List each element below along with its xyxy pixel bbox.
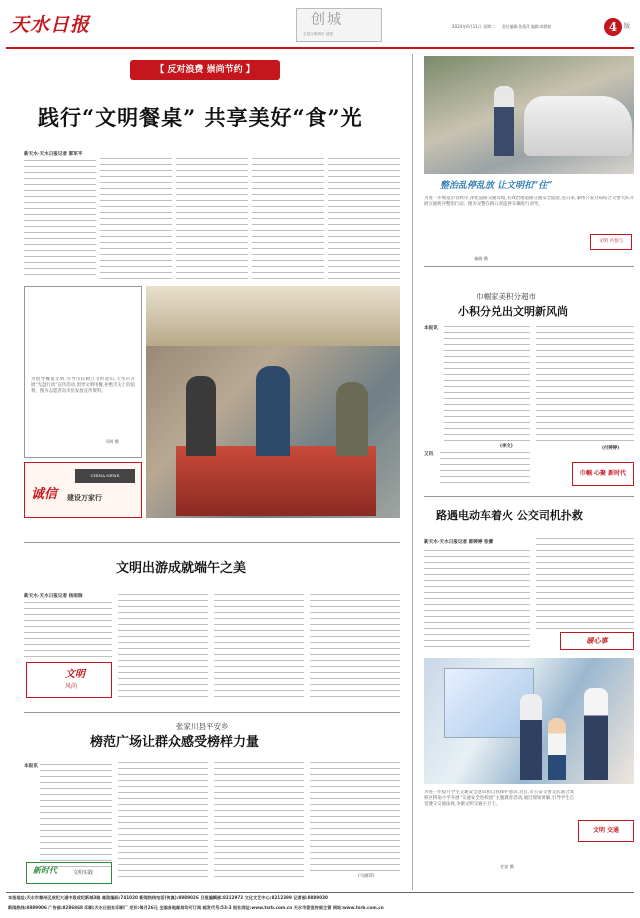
banner-text: 【 反对浪费 崇尚节约 】 <box>155 65 255 75</box>
article3-col2 <box>118 762 208 882</box>
right-top-slogan: 整治乱停乱放 让文明扣“住” <box>440 181 553 191</box>
article4-rule <box>424 266 634 267</box>
photo-credit: 马明 摄 <box>105 439 119 444</box>
section-box <box>296 8 382 42</box>
photo-table <box>176 446 376 516</box>
photo-officer-left <box>520 694 542 780</box>
article3-title: 榜范广场让群众感受榜样力量 <box>90 735 260 750</box>
right-top-stamp: 文明 共参与 <box>590 234 632 250</box>
article2-col1 <box>24 602 112 660</box>
footer-line1: 本报地址:天水市秦州区成纪大道中段成纪新城3路 邮政编码:741020 新闻热线电话(传真):8889026 日报编辑部:8212972 文化文艺中心:8212389 记者部:8889030 <box>8 895 328 900</box>
ad-brand: 诚信 <box>31 487 58 502</box>
article5-photo-credit: 甘安 摄 <box>500 864 514 869</box>
article3-byline: 本报讯 <box>24 764 38 769</box>
article1-photo <box>146 286 400 518</box>
article3-kicker: 张家川县平安乡 <box>176 722 229 731</box>
photo-person-b <box>256 366 290 456</box>
article3-stamp <box>26 862 112 884</box>
article1-col4 <box>252 158 324 280</box>
article5-byline: 新天水·天水日报记者 郭婷婷 张蕾 <box>424 540 494 545</box>
ad-slogan: 建设万家行 <box>67 493 102 502</box>
photo-child <box>548 718 566 780</box>
masthead <box>6 4 634 50</box>
section-subtitle: 全国文明城市 创建 <box>303 32 333 36</box>
photo-tent <box>146 286 400 346</box>
article1-col1 <box>24 160 96 280</box>
article1-byline: 新天水·天水日报记者 郭军平 <box>24 152 83 157</box>
article4-also-author: (付婷婷) <box>602 446 620 451</box>
article3-rule <box>24 712 400 713</box>
article5-rule <box>424 496 634 497</box>
article3-col3 <box>214 762 304 882</box>
article2-col3 <box>214 594 304 702</box>
article5-stamp2: 文明 交通 <box>578 820 634 842</box>
article2-title: 文明出游成就端午之美 <box>116 561 247 576</box>
issue-date: 2024年6月11日 星期二 <box>452 24 496 29</box>
footer-rule <box>6 892 634 893</box>
article2-stamp-main: 文明 <box>65 669 85 680</box>
banner <box>130 60 280 80</box>
article2-rule <box>24 542 400 543</box>
ad-box <box>24 462 142 518</box>
article1-col3 <box>176 158 248 280</box>
right-top-caption: 为进一步规范市容秩序,净化道路交通环境,有效治理道路交通安全隐患,连日来,秦州公安分局结合交警大队开展交通秩序整治行动。图为交警在路口对违停车辆进行劝导。 <box>424 196 634 208</box>
page-number-badge: 4 <box>604 18 622 36</box>
photo-person-a <box>186 376 216 456</box>
article4-kicker: 巾帼家美积分超市 <box>476 292 536 301</box>
article5-col2 <box>536 538 634 630</box>
page-unit: 版 <box>624 23 631 30</box>
masthead-rule <box>6 47 634 49</box>
article4-col1b <box>440 452 530 488</box>
photo-officer <box>494 86 514 156</box>
article2-col2 <box>118 594 208 702</box>
article4-also: 又讯 <box>424 452 434 457</box>
article5-col1 <box>424 550 530 650</box>
paper-name: 天水日报 <box>10 14 91 36</box>
article4-byline: 本报讯 <box>424 326 438 331</box>
article5-title: 路遇电动车着火 公交司机扑救 <box>436 509 583 522</box>
article4-col1 <box>444 326 530 444</box>
photo-person-c <box>336 382 368 456</box>
article4-title: 小积分兑出文明新风尚 <box>458 305 568 318</box>
article3-col1 <box>40 764 112 870</box>
article4-stamp: 巾帼 心聚 新时代 <box>572 462 634 486</box>
article2-stamp-sub: 风尚 <box>65 683 78 690</box>
article5-photo-caption: 为进一步提升学生交通安全意识和自我保护意识,近日,市公安交警支队联合麦积区桥南小学开展“交通安全进校园”主题教育活动,通过现场讲解,引导学生自觉遵守交通法规,争做文明交通小卫士。 <box>424 790 574 808</box>
article1-title: 践行“文明餐桌” 共享美好“食”光 <box>38 105 363 130</box>
article2-stamp <box>26 662 112 698</box>
right-top-photo <box>424 56 634 174</box>
ad-tag: CHINA NEWS <box>75 469 135 483</box>
right-top-credit: 秦晓 摄 <box>474 256 488 261</box>
article3-col4 <box>310 762 400 872</box>
photo-officer-right <box>584 688 608 780</box>
article5-photo <box>424 658 634 784</box>
article3-source: (马丽萍) <box>358 874 375 879</box>
section-title: 创城 <box>311 12 343 28</box>
photo-caption-box <box>24 286 142 458</box>
footer-line2: 新闻热线:8889006 广告部:8286868 印刷:天水日报社印刷厂 定价:每月26元 全国各地邮局均可订阅 邮发代号:53-3 报社网址:www.tsrb.com.cn 天水市委宣传部主管 网站:www.tsrb.com.cn <box>8 905 384 910</box>
editors: 责任编辑:张燕萍 编辑:郭维秋 <box>502 24 552 29</box>
article2-byline: 新天水·天水日报记者 杨雨瑞 <box>24 594 83 599</box>
article4-col2 <box>536 326 634 446</box>
photo-caption: 为倡导餐桌文明,引导市民树立节约意识,天水市开展“光盘行动”宣传活动,倡导文明用餐,拒绝舌尖上的浪费。图为志愿者向市民发放宣传资料。 <box>31 377 135 395</box>
article1-col2 <box>100 158 172 280</box>
article5-stamp: 暖心事 <box>560 632 634 650</box>
article4-author: (李文) <box>500 444 513 449</box>
article1-col5 <box>328 158 400 280</box>
article2-col4 <box>310 594 400 702</box>
photo-car <box>524 96 632 156</box>
column-divider <box>412 54 413 890</box>
article3-stamp-sub: 文明实践 <box>73 870 94 876</box>
article3-stamp-main: 新时代 <box>33 866 57 875</box>
